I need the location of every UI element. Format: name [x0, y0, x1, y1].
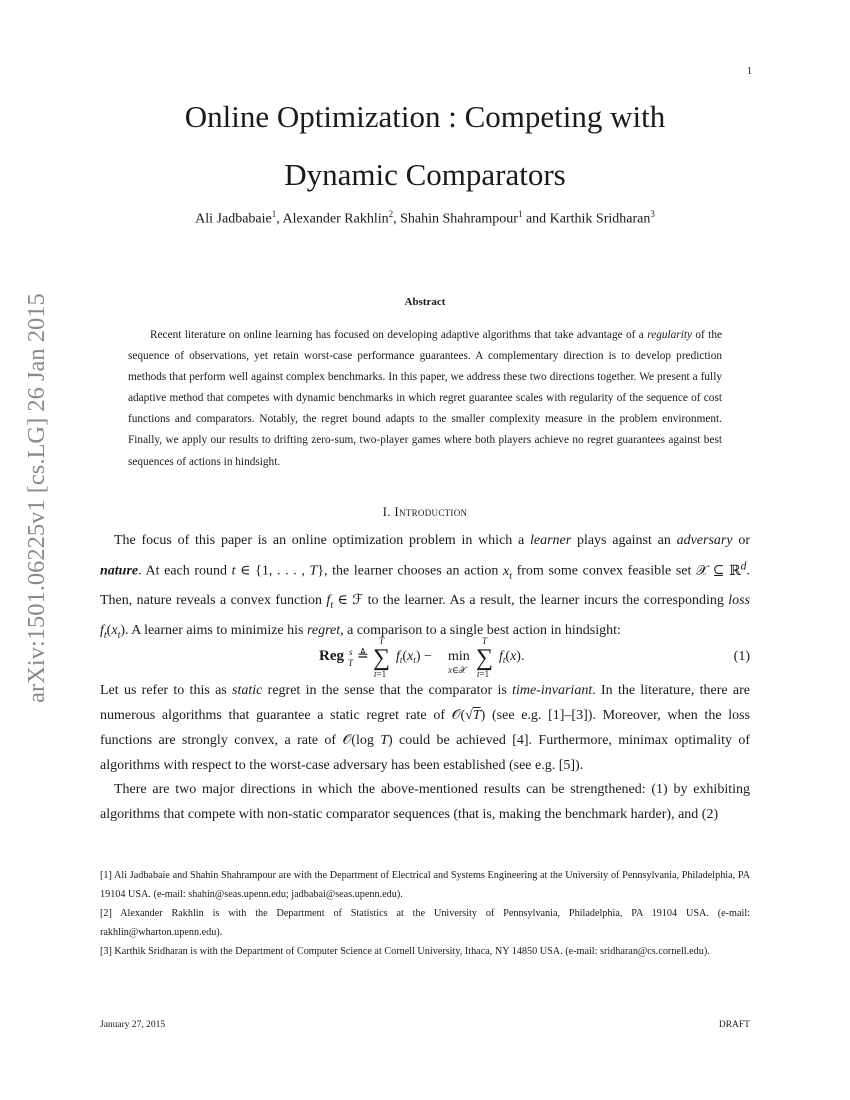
author-affiliation: 2 [388, 209, 394, 219]
footnote: [1] Ali Jadbabaie and Shahin Shahrampour are with the Department of Electrical and Systems Engineering at the University of Pennsylvania, Philadelphia, PA 19104 USA. (e-mail: shahin@seas.upenn.edu; jadbabai@seas.upenn.edu). [100, 870, 750, 900]
author-affiliation: 3 [650, 209, 655, 219]
abstract-text: of the sequence of observations, yet retain worst-case performance guarantees. A complementary direction is to develop prediction methods that perform well against complex benchmarks. In this paper, we address these two directions together. We present a fully adaptive method that competes with dynamic benchmarks in which regret guarantee scales with regularity of the sequence of cost functions and comparators. Notably, the regret bound adapts to the smaller complexity measure in the problem environment. Finally, we apply our results to drifting zero-sum, two-player games where both players achieve no regret guarantees against best sequences of actions in hindsight. [128, 329, 722, 468]
author-name: Alexander Rakhlin [282, 211, 389, 227]
author-separator: , [393, 211, 401, 227]
paper-title [100, 88, 750, 204]
math-round-set: t ∈ {1, . . . , T} [231, 563, 325, 579]
svg-text:≜: ≜ [357, 649, 369, 664]
math-loss-value: $f_t(x_t)$ [100, 623, 126, 642]
section-title: Introduction [394, 504, 468, 519]
abstract-heading: Abstract [404, 296, 446, 308]
math-function-class: $f_t$ ∈ ℱ [326, 593, 364, 612]
title-line-2: Dynamic Comparators [284, 157, 566, 192]
footer-status: DRAFT [718, 1020, 750, 1030]
svg-text:ft(xt) −: $f_t(x_t)$ − [396, 649, 432, 665]
svg-text:x∈𝒳: x∈𝒳 [448, 665, 467, 675]
author-name: Karthik Sridharan [549, 211, 651, 227]
svg-text:∑: ∑ [476, 645, 494, 671]
title-line-1: Online Optimization : Competing with [184, 99, 666, 134]
math-feasible-set: 𝒳 ⊆ ℝ$^d$ [696, 559, 747, 579]
svg-text:T: T [482, 636, 488, 646]
intro-paragraph-2: Let us refer to this as static regret in the sense that the comparator is time-invariant. In the literature, there are numerous algorithms that guarantee a static regret rate of 𝒪(√T) (see e.g. [1]–[3]). Moreover, when the loss functions are strongly convex, a rate of 𝒪(log T) could be achieved [4]. Furthermore, minimax optimality of algorithms with respect to the worst-case adversary has been established (see e.g. [5]). [100, 683, 751, 773]
svg-text:min: min [448, 649, 470, 664]
author-separator: and [522, 211, 550, 227]
footnote: [3] Karthik Sridharan is with the Department of Computer Science at Cornell University, Ithaca, NY 14850 USA. (e-mail: sridharan@cs.cornell.edu). [100, 946, 710, 957]
arxiv-identifier-stamp: arXiv:1501.06225v1 [cs.LG] 26 Jan 2015 [23, 293, 50, 703]
footnotes [100, 866, 750, 961]
page-number: 1 [747, 66, 752, 77]
abstract-body [128, 325, 722, 473]
author-list [100, 209, 750, 228]
svg-text:∑: ∑ [373, 645, 391, 671]
author-affiliation: 1 [271, 209, 277, 219]
author-name: Ali Jadbabaie [195, 211, 272, 227]
intro-paragraph-1: The focus of this paper is an online optimization problem in which a learner plays against an adversary or nature. At each round t ∈ {1, . . . , T}, the learner chooses an action $x_t$ from some convex feasible set 𝒳 ⊆ ℝ$^d$. Then, nature reveals a convex function $f_t$ ∈ ℱ to the learner. As a result, the learner incurs the corresponding loss $f_t(x_t)$. A learner aims to minimize his regret, a comparison to a single best action in hindsight: [100, 533, 751, 642]
section-heading [100, 504, 750, 520]
author-affiliation: 1 [517, 209, 523, 219]
equation-number: (1) [733, 649, 750, 664]
author-name: Shahin Shahrampour [400, 211, 518, 227]
footer-date: January 27, 2015 [100, 1020, 166, 1030]
svg-text:T: T [348, 658, 354, 668]
math-log-rate: 𝒪(log T) [342, 733, 393, 748]
section-number: I. [382, 504, 391, 519]
abstract-text: Recent literature on online learning has focused on developing adaptive algorithms that take advantage of a [150, 329, 648, 341]
intro-paragraph-3: There are two major directions in which the above-mentioned results can be strengthened: (1) by exhibiting algorithms that compete with non-static comparator sequences (that is, making the benchmark harder), and (2) [100, 782, 750, 822]
svg-text:Reg: Reg [319, 648, 344, 664]
svg-text:t=1: t=1 [477, 669, 490, 679]
footnote: [2] Alexander Rakhlin is with the Department of Statistics at the University of Pennsylvania, Philadelphia, PA 19104 USA. (e-mail: rakhlin@wharton.upenn.edu). [100, 908, 750, 938]
math-action: $x_t$ [502, 563, 512, 582]
author-separator: , [276, 211, 283, 227]
svg-text:t=1: t=1 [374, 669, 387, 679]
svg-text:T: T [379, 636, 385, 646]
svg-text:s: s [349, 647, 353, 657]
math-sqrt-rate: 𝒪(√T) [451, 708, 486, 723]
svg-text:ft(x).: $f_t(x)$. [499, 649, 525, 665]
abstract-emphasis: regularity [647, 329, 692, 341]
